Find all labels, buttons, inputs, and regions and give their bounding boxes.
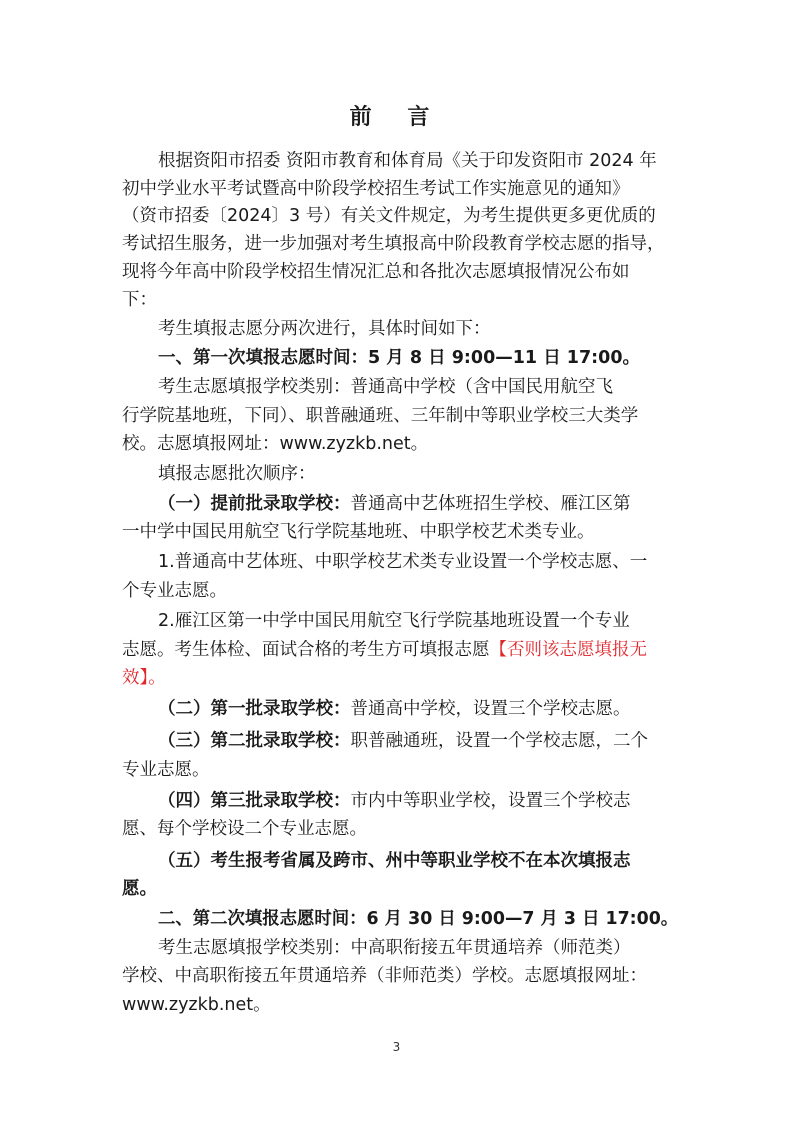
batch-text: 职普融通班，设置一个学校志愿，二个 (350, 731, 648, 751)
batch-text: 志愿。考生体检、面试合格的考生方可填报志愿 (122, 640, 490, 660)
section-heading-second-round: 二、第二次填报志愿时间：6 月 30 日 9:00—7 月 3 日 17:00。 (158, 909, 679, 929)
paragraph-line: www.zyzkb.net。 (122, 995, 271, 1015)
batch-text: 市内中等职业学校，设置三个学校志 (350, 791, 631, 811)
warning-text: 【否则该志愿填报无 (489, 640, 647, 660)
paragraph-line (158, 728, 648, 754)
batch-text: 普通高中艺体班招生学校、雁江区第 (350, 494, 631, 514)
paragraph-line: 个专业志愿。 (122, 581, 227, 601)
section-heading-first-round: 一、第一次填报志愿时间：5 月 8 日 9:00—11 日 17:00。 (158, 348, 640, 368)
paragraph-line (122, 637, 647, 663)
batch-heading-fifth: （五）考生报考省属及跨市、州中等职业学校不在本次填报志 (158, 851, 631, 871)
paragraph-line: 下： (122, 290, 157, 310)
paragraph-line: 考试招生服务，进一步加强对考生填报高中阶段教育学校志愿的指导， (122, 234, 665, 254)
paragraph-line: 1.普通高中艺体班、中职学校艺术类专业设置一个学校志愿、一 (158, 552, 648, 572)
page-title: 前 言 (349, 105, 444, 130)
paragraph-line: （资市招委〔2024〕3 号）有关文件规定，为考生提供更多更优质的 (122, 206, 656, 226)
paragraph-line: 2.雁江区第一中学中国民用航空飞行学院基地班设置一个专业 (158, 611, 630, 631)
paragraph-line: 根据资阳市招委 资阳市教育和体育局《关于印发资阳市 2024 年 (158, 151, 657, 171)
batch-heading-second: （三）第二批录取学校： (158, 731, 351, 751)
batch-text: 普通高中学校，设置三个学校志愿。 (350, 699, 631, 719)
paragraph-line: 愿、每个学校设二个专业志愿。 (122, 819, 367, 839)
paragraph-line: 校。志愿填报网址：www.zyzkb.net。 (122, 434, 429, 454)
paragraph-line: 学校、中高职衔接五年贯通培养（非师范类）学校。志愿填报网址： (122, 966, 647, 986)
paragraph-line: 初中学业水平考试暨高中阶段学校招生考试工作实施意见的通知》 (122, 179, 630, 199)
paragraph-line (158, 491, 631, 517)
paragraph-line: 考生填报志愿分两次进行，具体时间如下： (158, 319, 491, 339)
paragraph-line: 考生志愿填报学校类别：中高职衔接五年贯通培养（师范类） (158, 938, 631, 958)
paragraph-line (158, 696, 631, 722)
warning-text: 效】。 (122, 668, 166, 688)
paragraph-line: 现将今年高中阶段学校招生情况汇总和各批次志愿填报情况公布如 (122, 262, 630, 282)
paragraph-line: 行学院基地班，下同）、职普融通班、三年制中等职业学校三大类学 (122, 406, 639, 426)
paragraph-line (158, 788, 631, 814)
batch-heading-first: （二）第一批录取学校： (158, 699, 351, 719)
page-number: 3 (392, 1040, 401, 1054)
batch-heading-fifth-cont: 愿。 (122, 879, 157, 899)
paragraph-line: 专业志愿。 (122, 760, 210, 780)
batch-heading-third: （四）第三批录取学校： (158, 791, 351, 811)
paragraph-line: 填报志愿批次顺序： (158, 464, 316, 484)
paragraph-line: 一中学中国民用航空飞行学院基地班、中职学校艺术类专业。 (122, 522, 595, 542)
paragraph-line: 考生志愿填报学校类别：普通高中学校（含中国民用航空飞 (158, 377, 613, 397)
batch-heading-early: （一）提前批录取学校： (158, 494, 351, 514)
